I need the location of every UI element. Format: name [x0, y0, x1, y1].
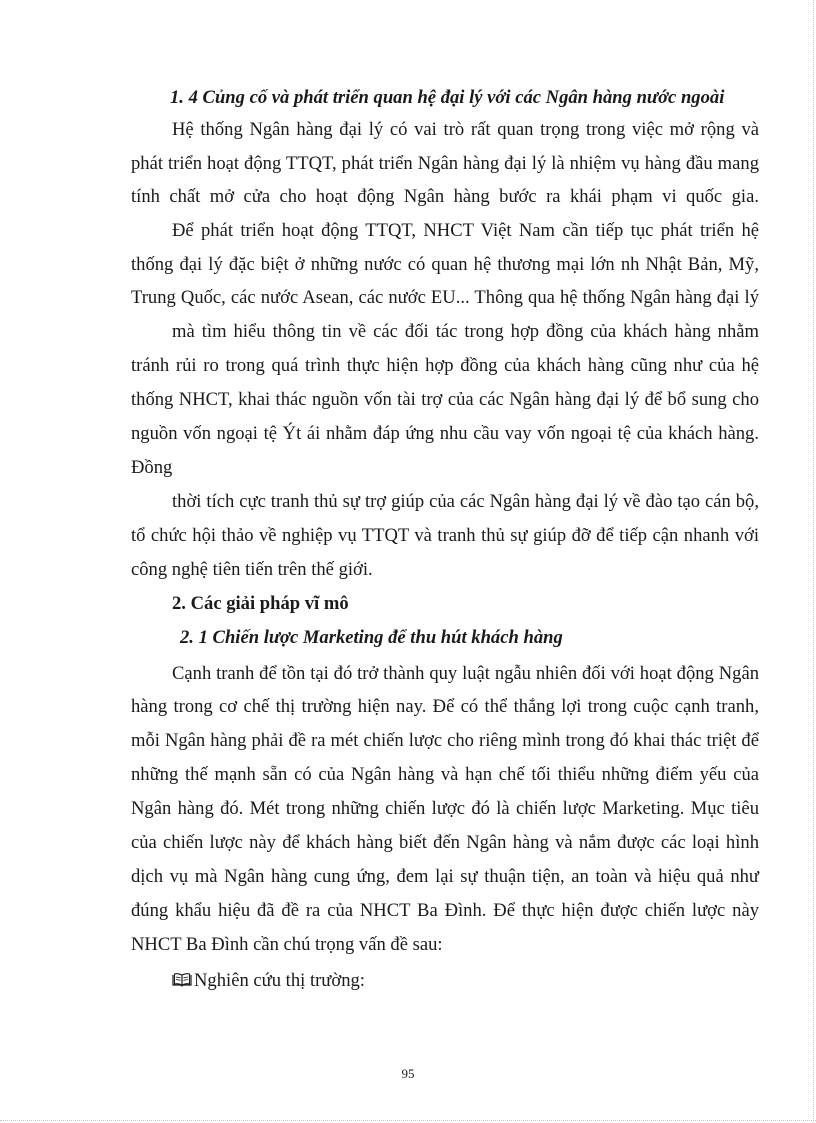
bullet-item: [172, 969, 800, 993]
bullet-item-label: Nghiên cứu thị trường:: [194, 970, 365, 991]
paragraph-line: Để phát triển hoạt động TTQT, NHCT Việt Nam cần tiếp tục phát triển hệ: [172, 220, 759, 241]
paragraph-line: của chiến lược này để khách hàng biết đến Ngân hàng và nắm được các loại hình: [131, 832, 759, 853]
paragraph-line: Đồng: [131, 457, 173, 478]
paragraph-line: công nghệ tiên tiến trên thế giới.: [131, 559, 373, 580]
paragraph-line: Hệ thống Ngân hàng đại lý có vai trò rất quan trọng trong việc mở rộng và: [172, 119, 759, 140]
paragraph-line: hàng trong cơ chế thị trường hiện nay. Để có thể thắng lợi trong cuộc cạnh tranh,: [131, 696, 759, 717]
paragraph-line: tổ chức hội thảo về nghiệp vụ TTQT và tranh thủ sự giúp đỡ để tiếp cận nhanh với: [131, 525, 759, 546]
section-heading-2: 2. Các giải pháp vĩ mô: [172, 593, 349, 614]
paragraph-line: Ngân hàng đó. Mét trong những chiến lược đó là chiến lược Marketing. Mục tiêu: [131, 798, 759, 819]
section-heading-1-4: 1. 4 Củng cố và phát triển quan hệ đại lý với các Ngân hàng nước ngoài: [170, 87, 725, 108]
paragraph-line: những thế mạnh sẵn có của Ngân hàng và hạn chế tối thiểu những điểm yếu của: [131, 764, 759, 785]
paragraph-line: thống NHCT, khai thác nguồn vốn tài trợ của các Ngân hàng đại lý để bổ sung cho: [131, 389, 759, 410]
paragraph-line: đúng khẩu hiệu đã đề ra của NHCT Ba Đình. Để thực hiện được chiến lược này: [131, 900, 759, 921]
paragraph-line: thống đại lý đặc biệt ở những nước có quan hệ thương mại lớn nh Nhật Bản, Mỹ,: [131, 254, 759, 275]
paragraph-line: dịch vụ mà Ngân hàng cung ứng, đem lại sự thuận tiện, an toàn và hiệu quả như: [131, 866, 759, 887]
paragraph-line: mà tìm hiểu thông tin về các đối tác trong hợp đồng của khách hàng nhằm: [172, 321, 759, 342]
paragraph-line: Trung Quốc, các nước Asean, các nước EU... Thông qua hệ thống Ngân hàng đại lý: [131, 287, 759, 308]
paragraph-line: mỗi Ngân hàng phải đề ra mét chiến lược cho riêng mình trong đó khai thác triệt để: [131, 730, 759, 751]
paragraph-line: tránh rủi ro trong quá trình thực hiện hợp đồng của khách hàng cũng như của hệ: [131, 355, 759, 376]
section-heading-2-1: 2. 1 Chiến lược Marketing để thu hút khách hàng: [180, 627, 563, 648]
paragraph-line: NHCT Ba Đình cần chú trọng vấn đề sau:: [131, 934, 443, 955]
paragraph-line: tính chất mở cửa cho hoạt động Ngân hàng bước ra khái phạm vi quốc gia.: [131, 186, 759, 207]
paragraph-line: thời tích cực tranh thủ sự trợ giúp của các Ngân hàng đại lý về đào tạo cán bộ,: [172, 491, 759, 512]
paragraph-line: nguồn vốn ngoại tệ Ýt ái nhằm đáp ứng nhu cầu vay vốn ngoại tệ của khách hàng.: [131, 423, 759, 444]
paragraph-line: phát triển hoạt động TTQT, phát triển Ngân hàng đại lý là nhiệm vụ hàng đầu mang: [131, 153, 759, 174]
open-book-icon: [172, 970, 192, 984]
page-number: 95: [401, 1066, 415, 1081]
paragraph-line: Cạnh tranh để tồn tại đó trở thành quy luật ngẫu nhiên đối với hoạt động Ngân: [172, 663, 759, 684]
